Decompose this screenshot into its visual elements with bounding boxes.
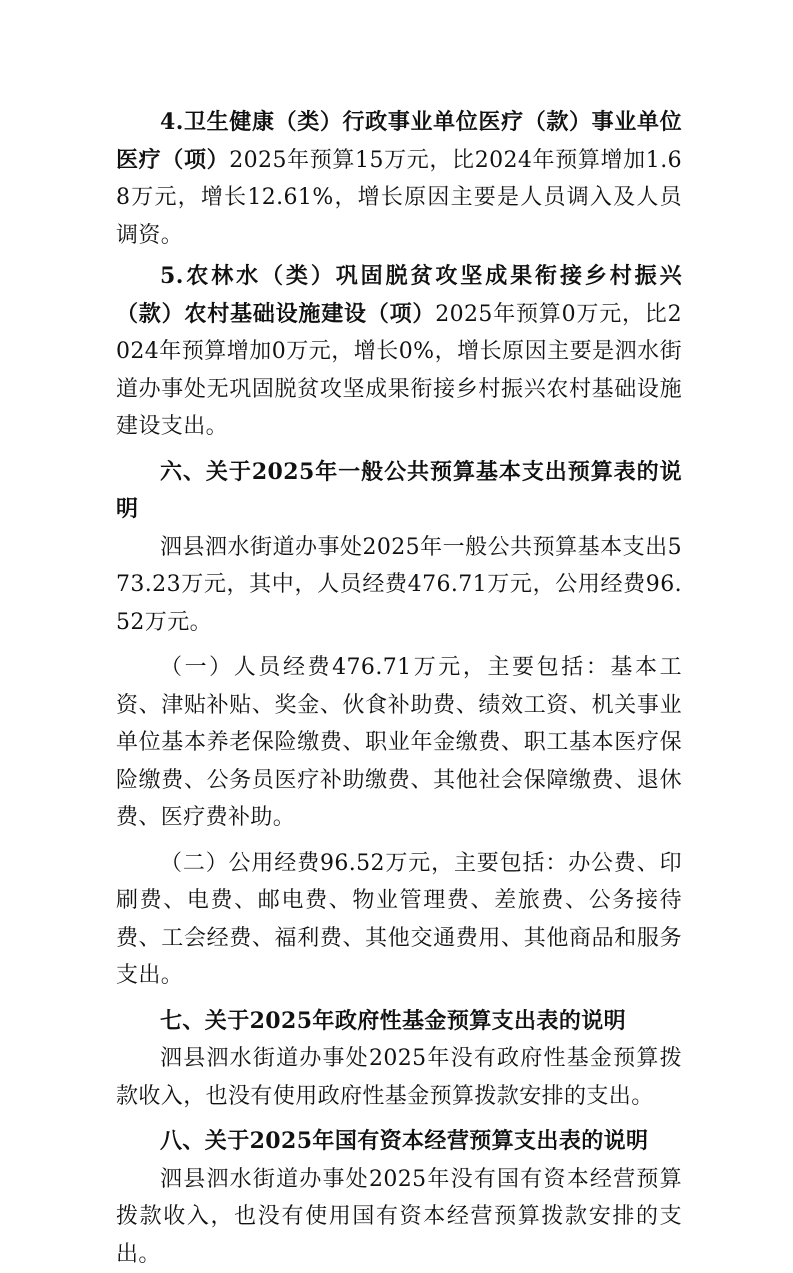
section-heading-8: 八、关于2025年国有资本经营预算支出表的说明 [116,1123,682,1161]
item-text-health: 2025年预算15万元，比2024年预算增加1.68万元，增长12.61%，增长原因主要是人员调入及人员调资。 [116,148,682,248]
section-heading-7: 七、关于2025年政府性基金预算支出表的说明 [116,1003,682,1041]
document-body [116,104,682,1273]
item-title-health: 4.卫生健康（类）行政事业单位医疗（款）事业单位医疗（项） [116,109,682,173]
paragraph-personnel-expense: （一）人员经费476.71万元，主要包括：基本工资、津贴补贴、奖金、伙食补助费、绩效工资、机关事业单位基本养老保险缴费、职业年金缴费、职工基本医疗保险缴费、公务员医疗补助缴费、其他社会保障缴费、退休费、医疗费补助。 [116,649,682,837]
paragraph-public-expense: （二）公用经费96.52万元，主要包括：办公费、印刷费、电费、邮电费、物业管理费、差旅费、公务接待费、工会经费、福利费、其他交通费用、其他商品和服务支出。 [116,845,682,995]
paragraph-section-6: 泗县泗水街道办事处2025年一般公共预算基本支出573.23万元，其中，人员经费476.71万元，公用经费96.52万元。 [116,529,682,642]
item-title-agriculture: 5.农林水（类）巩固脱贫攻坚成果衔接乡村振兴（款）农村基础设施建设（项） [116,263,682,327]
paragraph-agriculture [116,258,682,446]
item-text-agriculture: 2025年预算0万元，比2024年预算增加0万元，增长0%，增长原因主要是泗水街道办事处无巩固脱贫攻坚成果衔接乡村振兴农村基础设施建设支出。 [116,302,682,440]
paragraph-health [116,104,682,254]
paragraph-section-8: 泗县泗水街道办事处2025年没有国有资本经营预算拨款收入，也没有使用国有资本经营预算拨款安排的支出。 [116,1161,682,1273]
section-heading-6: 六、关于2025年一般公共预算基本支出预算表的说明 [116,454,682,529]
paragraph-section-7: 泗县泗水街道办事处2025年没有政府性基金预算拨款收入，也没有使用政府性基金预算拨款安排的支出。 [116,1040,682,1115]
